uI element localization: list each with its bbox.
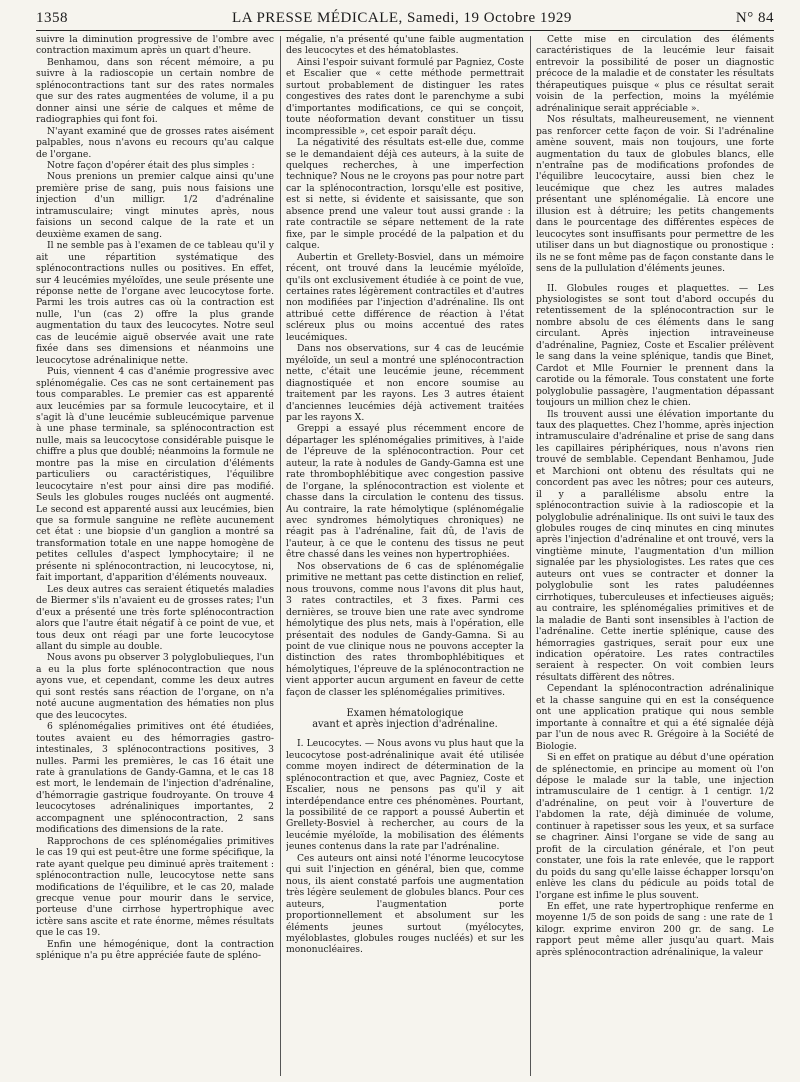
paragraph: Enfin une hémogénique, dont la contraction splénique n'a pu être appréciée faute de spléno- [36,938,274,962]
paragraph: Aubertin et Grellety-Bosviel, dans un mémoire récent, ont trouvé dans la leucémie myéloïde, qu'ils ont exclusivement étudiée à ce point de vue, certaines rates légèrement contractiles et d'autres non modifiées par l'injection d'adrénaline. Ils ont attribué cette différence de réaction à l'état scléreux plus ou moins accentué des rates leucémiques. [285,251,524,343]
section-heading-line2: avant et après injection d'adrénaline. [312,719,498,731]
column-middle [286,34,524,1079]
paragraph: Cette mise en circulation des éléments caractéristiques de la leucémie leur faisait entrevoir la possibilité de poser un diagnostic précoce de la maladie et de constater les résultats thérapeutiques puisque « plus ce résultat serait voisin de la perfection, moins la myélémie adrénalinique serait appréciable ». [535,34,774,114]
paragraph: Cependant la splénocontraction adrénalinique et la chasse sanguine qui en est la conséquence ont une application pratique qui nous semble importante à connaître et qui a été signalée déjà par l'un de nous avec R. Grégoire à la Société de Biologie. [535,683,774,752]
paragraph: Notre façon d'opérer était des plus simples : [47,159,255,171]
paragraph: En effet, une rate hypertrophique renferme en moyenne 1/5 de son poids de sang : une rate de 1 kilogr. exprime environ 200 gr. de sang. Le rapport peut même aller jusqu'au quart. Mais après splénocontraction adrénalinique, la valeur [535,900,774,958]
paragraph: Les deux autres cas seraient étiquetés maladies de Biermer s'ils n'avaient eu de grosses rates; l'un d'eux a présenté une très forte splénocontraction alors que l'autre était négatif à ce point de vue, et tous deux ont réagi par une forte leucocytose allant du simple au double. [36,583,274,653]
column-right [536,34,774,1079]
paragraph: mégalie, n'a présenté qu'une faible augmentation des leucocytes et des hématoblastes. [285,34,524,57]
paragraph: Rapprochons de ces splénomégalies primitives le cas 19 qui est peut-être une forme spécifique, la rate ayant quelque peu diminué après traitement : splénocontraction nulle, leucocytose nette sans modifications de l'équilibre, et le cas 20, malade grecque venue pour mourir dans le service, porteuse d'une cirrhose hypertrophique avec ictère sans ascite et rate énorme, mêmes résultats que le cas 19. [36,835,274,939]
newspaper-page [36,10,774,1078]
paragraph: La négativité des résultats est-elle due, comme se le demandaient déjà ces auteurs, à la suite de quelques recherches, à une imperfection technique? Nous ne le croyons pas pour notre part car la splénocontraction, lorsqu'elle est positive, est si nette, si évidente et saisissante, que son absence prend une valeur tout aussi grande : la rate contractile se sépare nettement de la rate fixe, par le simple procédé de la palpation et du calque. [285,137,524,252]
issue-number: N° 84 [735,10,774,26]
section-heading-line1: Examen hématologique [346,708,464,720]
column-left [36,34,274,1079]
running-header [36,10,774,31]
section-heading [286,708,524,730]
paragraph: Ces auteurs ont ainsi noté l'énorme leucocytose qui suit l'injection en général, bien que, comme nous, ils aient constaté parfois une augmentation très légère seulement de globules blancs. Pour ces auteurs, l'augmentation porte proportionnellement et absolument sur les éléments jeunes surtout (myélocytes, myéloblastes, globules rouges nucléés) et sur les mononucléaires. [285,852,524,956]
paragraph: Puis, viennent 4 cas d'anémie progressive avec splénomégalie. Ces cas ne sont certainement pas tous comparables. Le premier cas est apparenté aux leucémies par sa formule leucocytaire, et il s'agit là d'une leucémie subleucémique parvenue à une phase terminale, sa splénocontraction est nulle, mais sa leucocytose considérable puisque le chiffre a plus que doublé; néanmoins la formule ne montre pas la mise en circulation d'éléments particuliers ou caractéristiques, l'équilibre leucocytaire n'est pour ainsi dire pas modifié. Seuls les globules rouges nucléés ont augmenté. Le second est apparenté aussi aux leucémies, bien que sa formule sanguine ne reflète aucunement cet état : une biopsie d'un ganglion a montré sa transformation totale en une nappe homogène de petites cellules d'aspect lymphocytaire; il ne présente ni splénocontraction, ni leucocytose, ni, fait important, d'apparition d'éléments nouveaux. [36,366,274,584]
paragraph: Si en effet on pratique au début d'une opération de splénectomie, en principe au moment où l'on dépose le malade sur la table, une injection intramusculaire de 1 centigr. à 1 centigr. 1/2 d'adrénaline, on peut voir à l'ouverture de l'abdomen la rate, déjà diminuée de volume, continuer à rapetisser sous les yeux, et sa surface se chagriner. Ainsi l'organe se vide de sang au profit de la circulation générale, et l'on peut constater, une fois la rate enlevée, que le rapport du poids du sang qu'elle laisse échapper lorsqu'on enlève les clans du pédicule au poids total de l'organe est infime le plus souvent. [535,752,774,901]
journal-title: LA PRESSE MÉDICALE, Samedi, 19 Octobre 1929 [232,10,572,26]
paragraph: Benhamou, dans son récent mémoire, a pu suivre à la radioscopie un certain nombre de splénocontractions tant sur des rates normales que sur des rates augmentées de volume, il a pu donner ainsi une série de calques et même de radiographies qui font foi. [36,56,274,126]
paragraph: Ainsi l'espoir suivant formulé par Pagniez, Coste et Escalier que « cette méthode permettrait surtout probablement de distinguer les rates congestives des rates dont le parenchyme a subi d'importantes modifications, ce qui se conçoit, toute néoformation devant constituer un tissu incompressible », cet espoir paraît déçu. [285,56,524,137]
text-columns [36,34,774,1079]
paragraph: Nous avons pu observer 3 polyglobulieques, l'un a eu la plus forte splénocontraction que nous ayons vue, et cependant, comme les deux autres qui sont restés sans réaction de l'organe, on n'a noté aucune augmentation des hématies non plus que des leucocytes. [36,652,274,721]
paragraph: II. Globules rouges et plaquettes. — Les physiologistes se sont tout d'abord occupés du retentissement de la splénocontraction sur le nombre absolu de ces éléments dans le sang circulant. Après injection intraveineuse d'adrénaline, Pagniez, Coste et Escalier prélèvent le sang dans la veine splénique, tandis que Binet, Cardot et Mlle Fournier le prennent dans la carotide ou la fémorale. Tous constatent une forte polyglobulie passagère, l'augmentation dépassant toujours un million chez le chien. [535,282,774,409]
paragraph: suivre la diminution progressive de l'ombre avec contraction maximum après un quart d'heure. [36,34,274,57]
page-number: 1358 [36,10,68,26]
paragraph: Nos résultats, malheureusement, ne viennent pas renforcer cette façon de voir. Si l'adrénaline amène souvent, mais non toujours, une forte augmentation du taux de globules blancs, elle n'entraîne pas de modifications profondes de l'équilibre leucocytaire, aussi bien chez le leucémique que chez les autres malades présentant une splénomégalie. Là encore une illusion est à détruire; les petits changements dans le pourcentage des différentes espèces de leucocytes sont insuffisants pour permettre de les utiliser dans un but diagnostique ou pronostique : ils ne se font même pas de façon constante dans le sens de la pullulation d'éléments jeunes. [535,114,774,275]
paragraph: Greppi a essayé plus récemment encore de départager les splénomégalies primitives, à l'aide de l'épreuve de la splénocontraction. Pour cet auteur, la rate à nodules de Gandy-Gamna est une rate thrombophlébitique avec congestion passive de l'organe, la splénocontraction est violente et chasse dans la circulation le contenu des tissus. Au contraire, la rate hémolytique (splénomégalie avec syndromes hémolytiques chroniques) ne réagit pas à l'adrénaline, fait dû, de l'avis de l'auteur, à ce que le contenu des tissus ne peut être chassé dans les veines non hypertrophiées. [285,423,524,561]
paragraph: N'ayant examiné que de grosses rates aisément palpables, nous n'avons eu recours qu'au calque de l'organe. [36,125,274,160]
paragraph: 6 splénomégalies primitives ont été étudiées, toutes avaient eu des hémorragies gastro-intestinales, 3 splénocontractions positives, 3 nulles. Parmi les premières, le cas 16 était une rate à granulations de Gandy-Gamna, et le cas 18 est mort, le lendemain de l'injection d'adrénaline, d'hémorragie gastrique foudroyante. On trouve 4 leucocytoses adrénaliniques importantes, 2 accompagnent une splénocontraction, 2 sans modifications des dimensions de la rate. [36,721,274,836]
column-divider [530,36,531,1076]
paragraph: I. Leucocytes. — Nous avons vu plus haut que la leucocytose post-adrénalinique avait été utilisée comme moyen indirect de détermination de la splénocontraction et que, avec Pagniez, Coste et Escalier, nous ne pensons pas qu'il y ait interdépendance entre ces phénomènes. Pourtant, la possibilité de ce rapport a poussé Aubertin et Grellety-Bosviel à rechercher, au cours de la leucémie myéloïde, la mobilisation des éléments jeunes contenus dans la rate par l'adrénaline. [285,738,524,853]
paragraph: Nos observations de 6 cas de splénomégalie primitive ne mettant pas cette distinction en relief, nous trouvons, comme nous l'avons dit plus haut, 3 rates contractiles, et 3 fixes. Parmi ces dernières, se trouve bien une rate avec syndrome hémolytique des plus nets, mais à l'opération, elle présentait des nodules de Gandy-Gamna. Si au point de vue clinique nous ne pouvons accepter la distinction des rates thrombophlébitiques et hémolytiques, l'épreuve de la splénocontraction ne vient apporter aucun argument en faveur de cette façon de classer les splénomégalies primitives. [285,560,524,698]
paragraph: Nous prenions un premier calque ainsi qu'une première prise de sang, puis nous faisions une injection d'un milligr. 1/2 d'adrénaline intramusculaire; vingt minutes après, nous faisions un second calque de la rate et un deuxième examen de sang. [36,171,274,240]
paragraph: Il ne semble pas à l'examen de ce tableau qu'il y ait une répartition systématique des splénocontractions nulles ou positives. En effet, sur 4 leucémies myéloïdes, une seule présente une réponse nette de l'organe avec leucocytose forte. Parmi les trois autres cas où la contraction est nulle, l'un (cas 2) offre la plus grande augmentation du taux des leucocytes. Notre seul cas de leucémie aiguë observée avait une rate fixée dans ses dimensions et néanmoins une leucocytose adrénalinique nette. [36,240,274,366]
column-divider [280,36,281,1076]
paragraph: Ils trouvent aussi une élévation importante du taux des plaquettes. Chez l'homme, après injection intramusculaire d'adrénaline et prise de sang dans les capillaires périphériques, nous n'avons rien trouvé de semblable. Cependant Benhamou, Jude et Marchioni ont obtenu des résultats qui ne concordent pas avec les nôtres; pour ces auteurs, il y a parallélisme absolu entre la splénocontraction suivie à la radioscopie et la polyglobulie adrénalinique. Ils ont suivi le taux des globules rouges de cinq minutes en cinq minutes après l'injection d'adrénaline et ont trouvé, vers la vingtième minute, l'augmentation d'un million signalée par les physiologistes. Les rates que ces auteurs ont vues se contracter et donner la polyglobulie sont les rates paludéennes cirrhotiques, tuberculeuses et infectieuses aiguës; au contraire, les splénomégalies primitives et de la maladie de Banti sont insensibles à l'action de l'adrénaline. Cette inertie splénique, cause des hémorragies gastriques, serait pour eux une indication opératoire. Les rates contractiles seraient à respecter. On voit combien leurs résultats diffèrent des nôtres. [535,408,774,683]
paragraph: Dans nos observations, sur 4 cas de leucémie myéloïde, un seul a montré une splénocontraction nette, c'était une leucémie jeune, récemment diagnostiquée et non encore soumise au traitement par les rayons. Les 3 autres étaient d'anciennes leucémies déjà activement traitées par les rayons X. [285,343,524,423]
